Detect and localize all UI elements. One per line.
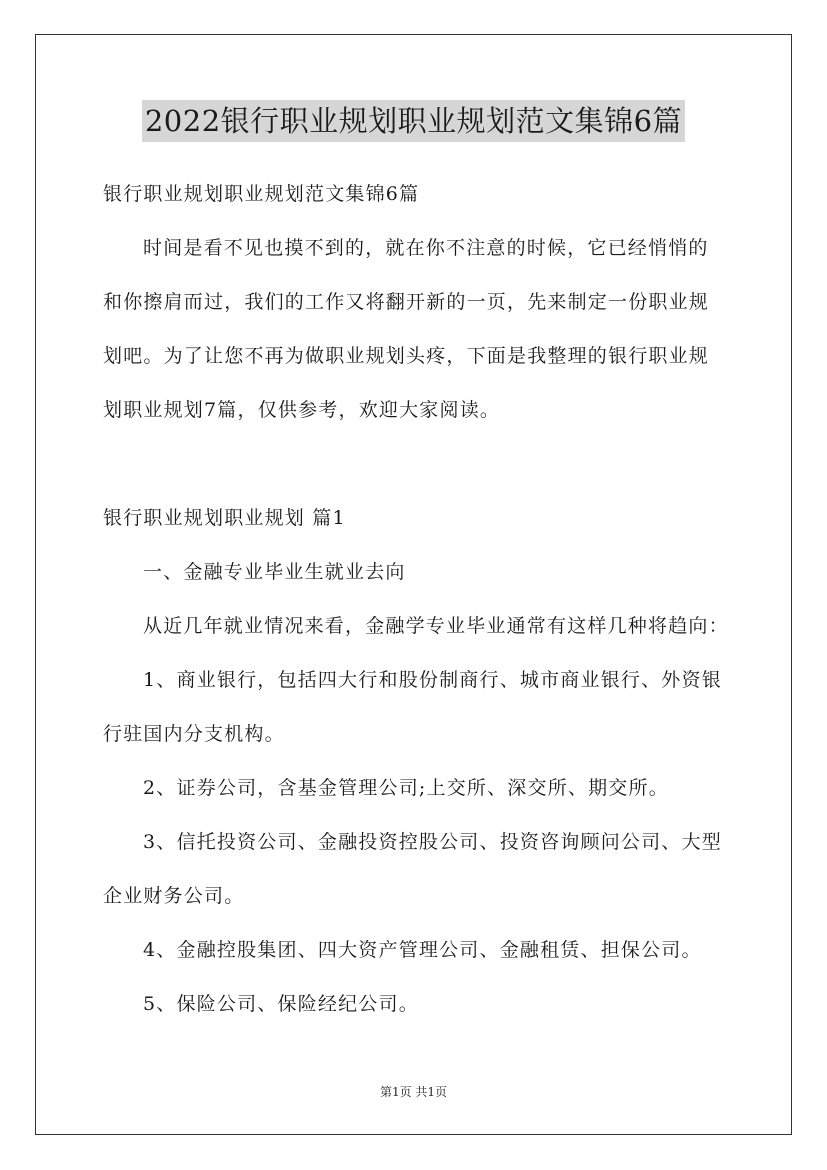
subsection-heading: 一、金融专业毕业生就业去向 (143, 561, 406, 583)
list-item-line: 3、信托投资公司、金融投资控股公司、投资咨询顾问公司、大型 (143, 831, 722, 853)
list-item-line: 1、商业银行，包括四大行和股份制商行、城市商业银行、外资银 (143, 669, 722, 691)
list-item-line: 5、保险公司、保险经纪公司。 (143, 993, 419, 1015)
document-subtitle: 银行职业规划职业规划范文集锦6篇 (103, 183, 420, 205)
list-item-line: 行驻国内分支机构。 (103, 723, 285, 745)
section-heading: 银行职业规划职业规划 篇1 (103, 507, 346, 529)
paragraph-line: 和你擦肩而过，我们的工作又将翻开新的一页，先来制定一份职业规 (103, 291, 710, 313)
list-item-line: 企业财务公司。 (103, 885, 245, 907)
paragraph-line: 划吧。为了让您不再为做职业规划头疼，下面是我整理的银行职业规 (103, 345, 710, 367)
paragraph-line: 时间是看不见也摸不到的，就在你不注意的时候，它已经悄悄的 (143, 237, 709, 259)
paragraph-line: 划职业规划7篇，仅供参考，欢迎大家阅读。 (103, 399, 501, 421)
list-item-line: 2、证券公司，含基金管理公司;上交所、深交所、期交所。 (143, 777, 669, 799)
list-item-line: 4、金融控股集团、四大资产管理公司、金融租赁、担保公司。 (143, 939, 702, 961)
document-title (0, 100, 827, 142)
page-footer (0, 1084, 827, 1100)
paragraph-line: 从近几年就业情况来看，金融学专业毕业通常有这样几种将趋向： (143, 615, 729, 637)
page-number: 第1页 共1页 (379, 1085, 448, 1099)
document-title-text: 2022银行职业规划职业规划范文集锦6篇 (142, 100, 685, 142)
